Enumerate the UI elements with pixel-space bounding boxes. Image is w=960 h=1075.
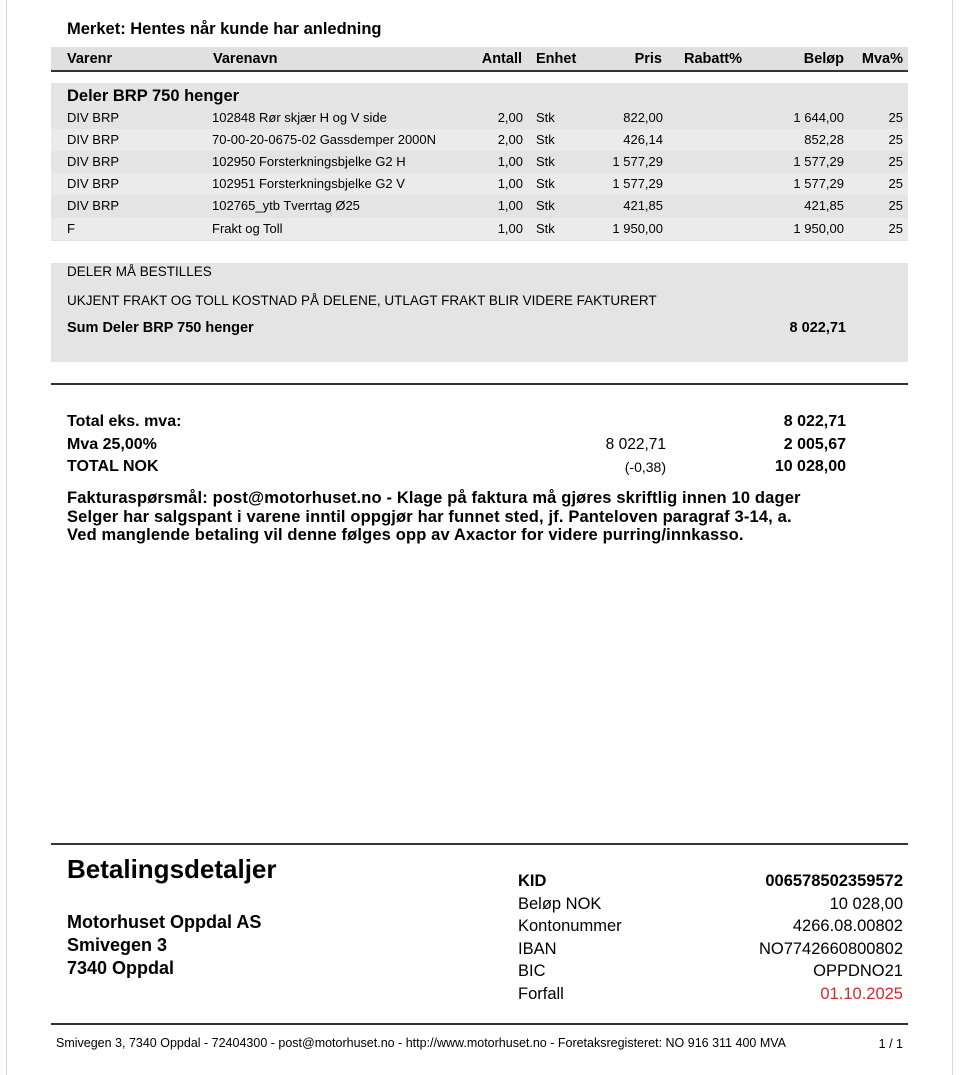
cell-varenavn: 70-00-20-0675-02 Gassdemper 2000N	[212, 132, 437, 147]
cell-varenr: DIV BRP	[67, 176, 120, 191]
company-street: Smivegen 3	[67, 935, 168, 955]
account-label: Kontonummer	[518, 917, 622, 935]
cell-belop: 1 644,00	[793, 110, 844, 125]
cell-varenavn: 102950 Forsterkningsbjelke G2 H	[212, 154, 406, 169]
cell-mva: 25	[888, 154, 903, 169]
info-line-1: Fakturaspørsmål: post@motorhuset.no - Klage på faktura må gjøres skriftlig innen 10 dager	[67, 489, 801, 507]
table-header	[51, 47, 908, 72]
cell-antall: 1,00	[497, 221, 523, 236]
info-line-2: Selger har salgspant i varene inntil oppgjør har funnet sted, jf. Panteloven paragraf 3-14, a.	[67, 508, 792, 526]
page-border-right	[952, 0, 953, 1075]
total-eks-label: Total eks. mva:	[67, 413, 182, 430]
cell-pris: 426,14	[623, 132, 663, 147]
group-sum-label: Sum Deler BRP 750 henger	[67, 320, 254, 336]
divider	[51, 1023, 908, 1025]
col-varenavn: Varenavn	[213, 51, 278, 67]
page-number: 1 / 1	[878, 1037, 903, 1051]
cell-pris: 1 577,29	[612, 154, 663, 169]
cell-pris: 822,00	[623, 110, 663, 125]
col-varenr: Varenr	[67, 51, 113, 67]
cell-varenr: DIV BRP	[67, 132, 120, 147]
amount-label: Beløp NOK	[518, 895, 602, 913]
cell-varenr: DIV BRP	[67, 154, 120, 169]
cell-antall: 1,00	[497, 198, 523, 213]
mva-base: 8 022,71	[605, 436, 666, 453]
iban-value: NO7742660800802	[758, 940, 903, 958]
cell-antall: 2,00	[497, 110, 523, 125]
divider	[51, 383, 908, 385]
table-row	[51, 218, 908, 240]
iban-label: IBAN	[518, 940, 557, 958]
group-title: Deler BRP 750 henger	[67, 87, 240, 105]
rounding-value: (-0,38)	[624, 459, 666, 475]
cell-mva: 25	[888, 176, 903, 191]
cell-enhet: Stk	[536, 110, 555, 125]
cell-antall: 1,00	[497, 154, 523, 169]
table-row	[51, 129, 908, 151]
col-antall: Antall	[481, 51, 522, 67]
cell-enhet: Stk	[536, 132, 555, 147]
cell-enhet: Stk	[536, 221, 555, 236]
total-eks-value: 8 022,71	[783, 413, 846, 430]
info-line-3: Ved manglende betaling vil denne følges opp av Axactor for videre purring/innkasso.	[67, 526, 744, 544]
cell-antall: 1,00	[497, 176, 523, 191]
amount-value: 10 028,00	[829, 895, 903, 913]
cell-enhet: Stk	[536, 176, 555, 191]
divider	[51, 843, 908, 845]
cell-belop: 421,85	[804, 198, 844, 213]
cell-belop: 1 577,29	[793, 176, 844, 191]
cell-enhet: Stk	[536, 198, 555, 213]
col-enhet: Enhet	[536, 51, 577, 67]
group-section	[51, 83, 908, 241]
cell-varenavn: 102848 Rør skjær H og V side	[212, 110, 387, 125]
company-name: Motorhuset Oppdal AS	[67, 912, 262, 932]
mva-value: 2 005,67	[783, 436, 846, 453]
company-city: 7340 Oppdal	[67, 958, 175, 978]
cell-varenavn: 102951 Forsterkningsbjelke G2 V	[212, 176, 405, 191]
group-sum-value: 8 022,71	[789, 320, 846, 336]
table-row	[51, 195, 908, 217]
page-border-left	[6, 0, 7, 1075]
kid-label: KID	[518, 872, 547, 890]
col-belop: Beløp	[803, 51, 844, 67]
note-freight: UKJENT FRAKT OG TOLL KOSTNAD PÅ DELENE, UTLAGT FRAKT BLIR VIDERE FAKTURERT	[67, 293, 657, 308]
cell-pris: 1 577,29	[612, 176, 663, 191]
cell-pris: 421,85	[623, 198, 663, 213]
payment-title: Betalingsdetaljer	[67, 854, 277, 884]
cell-varenr: DIV BRP	[67, 110, 120, 125]
account-value: 4266.08.00802	[792, 917, 903, 935]
cell-enhet: Stk	[536, 154, 555, 169]
due-date-value: 01.10.2025	[820, 985, 903, 1003]
cell-belop: 852,28	[804, 132, 844, 147]
bic-value: OPPDNO21	[813, 962, 903, 980]
col-pris: Pris	[634, 51, 662, 67]
due-label: Forfall	[518, 985, 564, 1003]
cell-mva: 25	[888, 221, 903, 236]
cell-mva: 25	[888, 132, 903, 147]
col-rabatt: Rabatt%	[684, 51, 743, 67]
group-notes	[51, 263, 908, 362]
cell-antall: 2,00	[497, 132, 523, 147]
total-nok-label: TOTAL NOK	[67, 458, 159, 475]
cell-varenavn: 102765_ytb Tverrtag Ø25	[212, 198, 360, 213]
cell-varenr: F	[67, 221, 75, 236]
total-nok-value: 10 028,00	[774, 458, 846, 475]
table-row	[51, 107, 908, 129]
cell-belop: 1 950,00	[793, 221, 844, 236]
bic-label: BIC	[518, 962, 546, 980]
cell-varenr: DIV BRP	[67, 198, 120, 213]
mva-label: Mva 25,00%	[67, 436, 157, 453]
cell-mva: 25	[888, 198, 903, 213]
table-row	[51, 151, 908, 173]
footer-contact: Smivegen 3, 7340 Oppdal - 72404300 - post@motorhuset.no - http://www.motorhuset.no - Foretaksregisteret: NO 916 311 400 MVA	[56, 1036, 786, 1050]
cell-varenavn: Frakt og Toll	[212, 221, 283, 236]
cell-mva: 25	[888, 110, 903, 125]
note-order: DELER MÅ BESTILLES	[67, 264, 212, 279]
merket-text: Merket: Hentes når kunde har anledning	[67, 20, 382, 38]
cell-pris: 1 950,00	[612, 221, 663, 236]
cell-belop: 1 577,29	[793, 154, 844, 169]
col-mva: Mva%	[861, 51, 903, 67]
kid-value: 006578502359572	[765, 872, 903, 890]
table-row	[51, 173, 908, 195]
